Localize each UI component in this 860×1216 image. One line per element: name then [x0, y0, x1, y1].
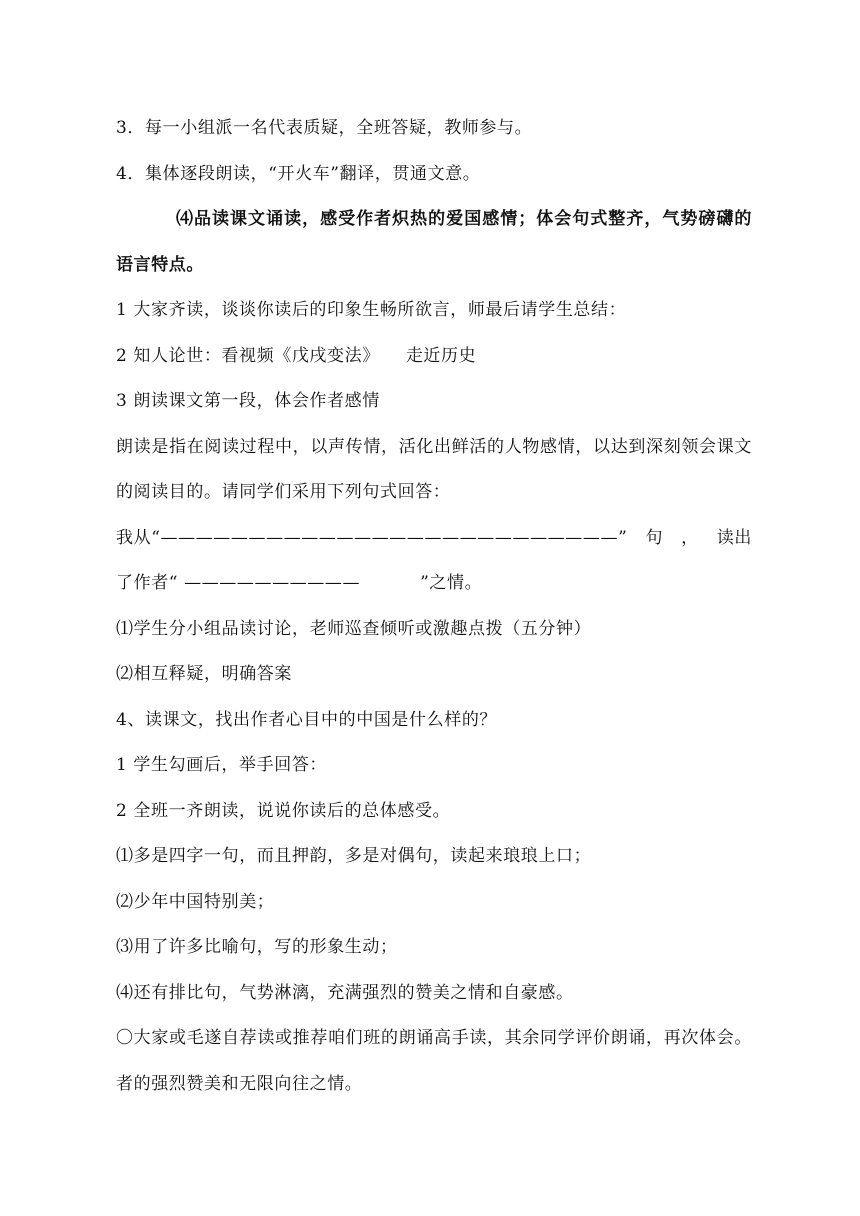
finding-2: ⑵少年中国特别美； — [116, 891, 275, 912]
finding-3: ⑶用了许多比喻句，写的形象生动； — [116, 937, 398, 957]
sub-item-1: ⑴学生分小组品读讨论，老师巡查倾听或激趣点拨（五分钟） — [116, 618, 592, 639]
fill-sentence-part-2: 句 — [645, 527, 664, 548]
step-2 — [116, 334, 752, 380]
fill-sentence-part-3: ， — [681, 527, 699, 548]
reading-paragraph: 朗读是指在阅读过程中，以声传情，活化出鲜活的人物感情，以达到深刻领会课文的阅读目的。请同学们采用下列句式回答： — [116, 436, 752, 502]
fill-sentence-part-1: 我从“——————————————————————————” — [116, 527, 628, 548]
step-1: 1 大家齐读，谈谈你读后的印象生畅所欲言，师最后请学生总结： — [116, 300, 627, 320]
sub-item-2: ⑵相互释疑，明确答案 — [116, 664, 292, 684]
fill-sentence-line-2 — [116, 561, 752, 607]
section-heading: ⑷品读课文诵读，感受作者炽热的爱国感情；体会句式整齐，气势磅礴的语言特点。 — [116, 209, 752, 275]
paragraph-line-3: 3．每一小组派一名代表质疑，全班答疑，教师参与。 — [116, 118, 533, 138]
closing-paragraph: 〇大家或毛遂自荐读或推荐咱们班的朗诵高手读，其余同学评价朗诵，再次体会。者的强烈赞美和无限向往之情。 — [116, 1028, 752, 1094]
step-3: 3 朗读课文第一段，体会作者感情 — [116, 391, 380, 411]
fill-sentence-line-2a: 了作者“ —————————— — [116, 573, 361, 593]
document-body — [116, 106, 752, 1107]
paragraph-line-4: 4．集体逐段朗读，“开火车”翻译，贯通文意。 — [116, 163, 481, 184]
fill-sentence-line-1 — [116, 516, 752, 562]
fill-sentence-line-2b: ”之情。 — [420, 573, 483, 593]
finding-1: ⑴多是四字一句，而且押韵，多是对偶句，读起来琅琅上口； — [116, 846, 592, 866]
finding-4: ⑷还有排比句，气势淋漓，充满强烈的赞美之情和自豪感。 — [116, 982, 574, 1003]
step-2-text: 2 知人论世：看视频《戊戌变法》 — [116, 345, 380, 366]
question-4: 4、读课文，找出作者心目中的中国是什么样的？ — [116, 709, 498, 730]
step-2-suffix: 走近历史 — [405, 345, 477, 366]
answer-step-2: 2 全班一齐朗读，说说你读后的总体感受。 — [116, 800, 451, 821]
answer-step-1: 1 学生勾画后，举手回答： — [116, 755, 328, 775]
fill-sentence-part-4: 读出 — [716, 527, 752, 548]
